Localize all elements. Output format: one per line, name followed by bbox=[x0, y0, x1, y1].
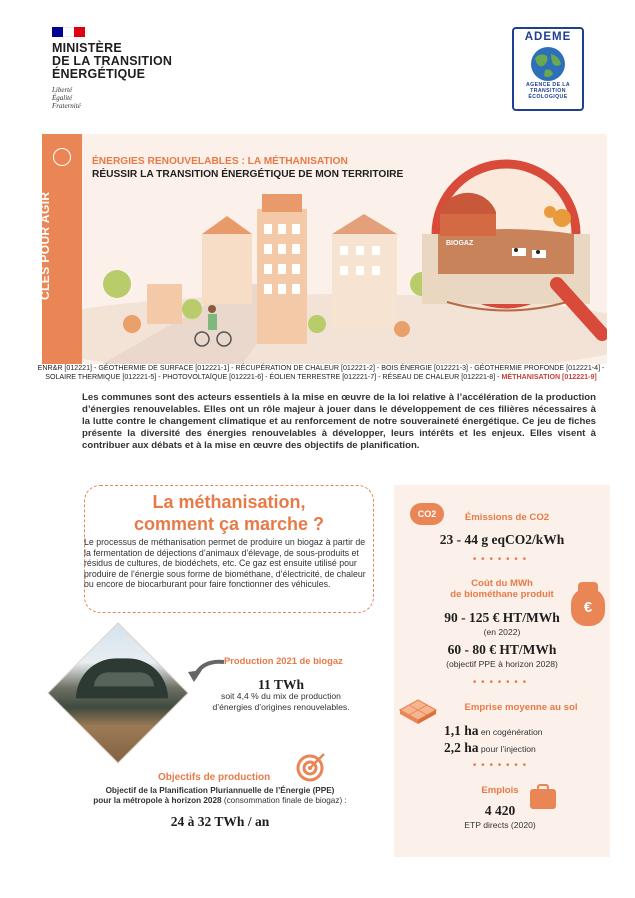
cost-sub-2022: (en 2022) bbox=[483, 627, 521, 637]
cost-title bbox=[404, 578, 600, 600]
separator: • • • • • • • bbox=[472, 760, 528, 771]
cost-value-2022: 90 - 125 € HT/MWh bbox=[444, 610, 560, 625]
land-area-icon bbox=[398, 698, 438, 728]
objectives-line bbox=[70, 796, 370, 806]
ground-line-1 bbox=[444, 722, 543, 740]
euro-symbol: € bbox=[583, 599, 593, 616]
production-title: Production 2021 de biogaz bbox=[224, 655, 343, 666]
ministry-line: MINISTÈRE bbox=[52, 41, 122, 55]
ground-line-2 bbox=[444, 739, 536, 757]
objectives-title: Objectifs de production bbox=[158, 772, 271, 783]
banner-subtitle: RÉUSSIR LA TRANSITION ÉNERGÉTIQUE DE MON TERRITOIRE bbox=[92, 169, 404, 180]
objectives-line-plain: (consommation finale de biogaz) : bbox=[221, 795, 347, 805]
ademe-sub-line: ÉCOLOGIQUE bbox=[528, 94, 568, 100]
intro-paragraph: Les communes sont des acteurs essentiels à la mise en œuvre de la loi relative à l’accélération de la production d’énergies renouvelables. Elles ont un rôle majeur à jouer dans le développement de ces filières nécessaires à la lutte contre le changement climatique et au renforcement de notre souveraineté énergétique. Ce jeu de fiches présente la diversité des énergies renouvelables à développer, leurs intérêts et les enjeux. Elles visent à contribuer aux débats et à la mise en œuvre des objectifs de planification. bbox=[82, 392, 596, 451]
ademe-logo bbox=[512, 27, 584, 111]
target-icon bbox=[296, 752, 326, 782]
card-title-line: La méthanisation, bbox=[152, 492, 306, 512]
production-subtext bbox=[186, 691, 376, 712]
ground-sub: en cogénération bbox=[478, 727, 543, 737]
ground-title: Emprise moyenne au sol bbox=[464, 702, 578, 713]
jobs-value: 4 420 bbox=[484, 803, 516, 818]
digester-dome-top bbox=[94, 672, 154, 686]
co2-badge-text: CO2 bbox=[417, 509, 437, 519]
ademe-title: ADEME bbox=[524, 31, 572, 43]
co2-cloud-icon bbox=[410, 503, 444, 525]
motto-line: Liberté bbox=[52, 86, 73, 94]
ademe-sub-line: TRANSITION bbox=[530, 88, 566, 94]
emissions-title: Émissions de CO2 bbox=[464, 512, 550, 523]
codes-line-2 bbox=[36, 373, 606, 382]
ministry-name bbox=[52, 42, 172, 81]
side-label: CLÉS POUR AGIR bbox=[38, 191, 52, 300]
production-sub-line: d’énergies d’origines renouvelables. bbox=[212, 701, 350, 712]
jobs-title: Emplois bbox=[481, 785, 519, 796]
production-value: 11 TWh bbox=[258, 677, 304, 692]
card-title bbox=[84, 491, 374, 535]
tools-icon bbox=[53, 148, 71, 166]
objectives-line bbox=[70, 786, 370, 796]
objectives-line-bold: pour la métropole à horizon 2028 bbox=[93, 795, 222, 805]
codes-highlight: MÉTHANISATION [012221-9] bbox=[501, 373, 597, 381]
french-flag-icon bbox=[52, 27, 85, 37]
jobs-sub: ETP directs (2020) bbox=[464, 820, 536, 830]
card-title-line: comment ça marche ? bbox=[133, 514, 325, 534]
ministry-line: ÉNERGÉTIQUE bbox=[52, 67, 146, 81]
cost-value-2028: 60 - 80 € HT/MWh bbox=[447, 642, 557, 657]
separator: • • • • • • • bbox=[472, 677, 528, 688]
ademe-sub-line: AGENCE DE LA bbox=[526, 82, 570, 88]
cost-title-line: Coût du MWh bbox=[471, 578, 533, 589]
globe-icon bbox=[529, 46, 567, 82]
separator: • • • • • • • bbox=[472, 554, 528, 565]
republic-motto bbox=[52, 86, 81, 110]
biogaz-label: BIOGAZ bbox=[446, 240, 474, 247]
ground-value: 1,1 ha bbox=[444, 723, 479, 738]
emissions-value: 23 - 44 g eqCO2/kWh bbox=[439, 532, 565, 547]
photo-scene bbox=[47, 622, 188, 763]
energy-codes bbox=[36, 364, 606, 382]
ground-sub: pour l’injection bbox=[478, 744, 536, 754]
objectives-subtext bbox=[70, 786, 370, 805]
card-text: Le processus de méthanisation permet de produire un biogaz à partir de la fermentation de déjections d’animaux d’élevage, de sous-produits et résidus de cultures, de biodéchets, etc. Ce gaz est ensuite utilisé pour produire de l’énergie sous forme de biométhane, d’électricité, de chaleur ou encore de biocarburant pour faire fonctionner des véhicules. bbox=[84, 537, 366, 590]
production-sub-line: soit 4,4 % du mix de production bbox=[221, 691, 341, 701]
banner-title: ÉNERGIES RENOUVELABLES : LA MÉTHANISATION bbox=[92, 156, 348, 167]
objectives-value: 24 à 32 TWh / an bbox=[170, 814, 270, 829]
motto-line: Égalité bbox=[52, 94, 73, 102]
digester-photo bbox=[47, 622, 188, 763]
ministry-line: DE LA TRANSITION bbox=[52, 54, 173, 68]
cost-sub-2028: (objectif PPE à horizon 2028) bbox=[446, 659, 558, 669]
ademe-subtitle bbox=[514, 82, 582, 100]
codes-line: ENR&R [012221] - GÉOTHERMIE DE SURFACE [012221-1] - RÉCUPÉRATION DE CHALEUR [012221-2] - BOIS ÉNERGIE [012221-3] - GÉOTHERMIE PROFONDE [012221-4] - bbox=[37, 364, 605, 372]
objectives-line-bold: Objectif de la Planification Pluriannuelle de l’Énergie (PPE) bbox=[105, 786, 335, 795]
ground-value: 2,2 ha bbox=[444, 740, 479, 755]
codes-text: SOLAIRE THERMIQUE [012221-5] - PHOTOVOLTAÏQUE [012221-6] - ÉOLIEN TERRESTRE [012221-7] - RÉSEAU DE CHALEUR [012221-8] - bbox=[45, 373, 502, 381]
motto-line: Fraternité bbox=[52, 102, 81, 110]
cost-title-line: de biométhane produit bbox=[450, 589, 554, 600]
